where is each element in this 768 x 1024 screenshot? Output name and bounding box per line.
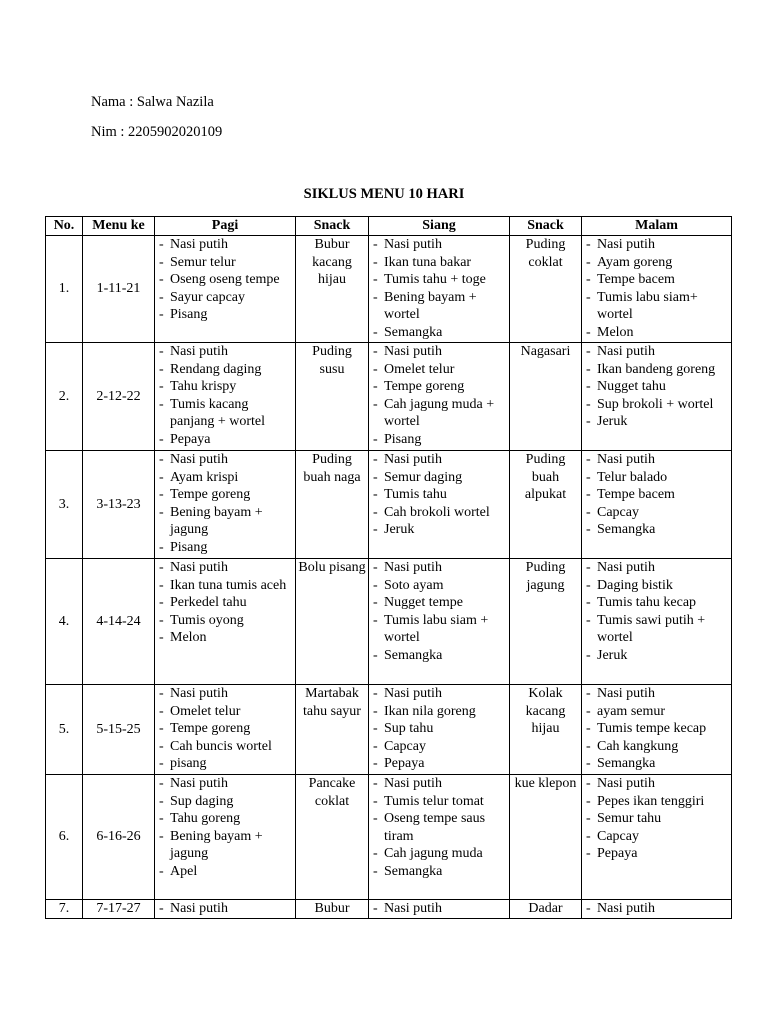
pagi-list bbox=[155, 236, 295, 324]
menu-item: - Ikan tuna bakar bbox=[373, 254, 507, 272]
menu-item: - Ayam goreng bbox=[586, 254, 729, 272]
row-number: 3. bbox=[46, 451, 83, 559]
menu-item: - Jeruk bbox=[586, 647, 729, 665]
menu-item: - Nasi putih bbox=[159, 451, 293, 469]
menu-item: - Nasi putih bbox=[586, 343, 729, 361]
menu-item: - Ikan bandeng goreng bbox=[586, 361, 729, 379]
menu-item: - Tumis tempe kecap bbox=[586, 720, 729, 738]
snack-afternoon: Puding buah alpukat bbox=[510, 451, 582, 559]
menu-item: - Ikan tuna tumis aceh bbox=[159, 577, 293, 595]
menu-item: - Tumis telur tomat bbox=[373, 793, 507, 811]
menu-item: - Tumis kacang panjang + wortel bbox=[159, 396, 293, 431]
malam-cell bbox=[582, 775, 732, 900]
menu-item: - Capcay bbox=[586, 828, 729, 846]
pagi-list bbox=[155, 559, 295, 647]
col-header-snack-1: Snack bbox=[296, 217, 369, 236]
pagi-cell bbox=[155, 775, 296, 900]
malam-list bbox=[582, 451, 731, 539]
menu-item: - Soto ayam bbox=[373, 577, 507, 595]
snack-afternoon: Kolak kacang hijau bbox=[510, 685, 582, 775]
menu-item: - Nasi putih bbox=[586, 775, 729, 793]
menu-item: - Nasi putih bbox=[373, 343, 507, 361]
pagi-list bbox=[155, 900, 295, 918]
col-header-siang: Siang bbox=[369, 217, 510, 236]
menu-day: 4-14-24 bbox=[83, 559, 155, 685]
menu-item: - Melon bbox=[159, 629, 293, 647]
menu-item: - Nasi putih bbox=[586, 900, 729, 918]
pagi-cell bbox=[155, 236, 296, 343]
pagi-cell bbox=[155, 685, 296, 775]
menu-item: - Bening bayam + jagung bbox=[159, 504, 293, 539]
menu-item: - Oseng tempe saus tiram bbox=[373, 810, 507, 845]
student-nim: Nim : 2205902020109 bbox=[91, 124, 223, 140]
siang-list bbox=[369, 451, 509, 539]
menu-item: - Tempe bacem bbox=[586, 486, 729, 504]
snack-morning: Bolu pisang bbox=[296, 559, 369, 685]
siang-cell bbox=[369, 900, 510, 919]
malam-cell bbox=[582, 236, 732, 343]
pagi-list bbox=[155, 451, 295, 557]
menu-item: - Nasi putih bbox=[373, 775, 507, 793]
table-row bbox=[46, 685, 732, 775]
menu-item: - Tahu goreng bbox=[159, 810, 293, 828]
menu-item: - Apel bbox=[159, 863, 293, 881]
pagi-cell bbox=[155, 559, 296, 685]
menu-item: - Sayur capcay bbox=[159, 289, 293, 307]
menu-item: - Nasi putih bbox=[586, 451, 729, 469]
malam-list bbox=[582, 775, 731, 863]
siang-list bbox=[369, 559, 509, 665]
menu-day: 3-13-23 bbox=[83, 451, 155, 559]
siang-list bbox=[369, 236, 509, 342]
siang-list bbox=[369, 343, 509, 449]
col-header-no: No. bbox=[46, 217, 83, 236]
menu-item: - Pepaya bbox=[159, 431, 293, 449]
document-title: SIKLUS MENU 10 HARI bbox=[303, 186, 465, 202]
menu-item: - Cah kangkung bbox=[586, 738, 729, 756]
snack-morning: Bubur kacang hijau bbox=[296, 236, 369, 343]
pagi-list bbox=[155, 343, 295, 449]
menu-item: - Ikan nila goreng bbox=[373, 703, 507, 721]
menu-item: - Nasi putih bbox=[159, 900, 293, 918]
pagi-cell bbox=[155, 900, 296, 919]
menu-item: - Cah buncis wortel bbox=[159, 738, 293, 756]
siang-list bbox=[369, 775, 509, 881]
menu-item: - Tumis labu siam+ wortel bbox=[586, 289, 729, 324]
row-number: 6. bbox=[46, 775, 83, 900]
row-number: 5. bbox=[46, 685, 83, 775]
menu-item: - Nasi putih bbox=[586, 236, 729, 254]
menu-item: - Tahu krispy bbox=[159, 378, 293, 396]
table-row bbox=[46, 343, 732, 451]
menu-item: - Jeruk bbox=[586, 413, 729, 431]
malam-list bbox=[582, 343, 731, 431]
table-header-row bbox=[46, 217, 732, 236]
menu-item: - Jeruk bbox=[373, 521, 507, 539]
menu-item: - Bening bayam + wortel bbox=[373, 289, 507, 324]
menu-item: - Pisang bbox=[159, 539, 293, 557]
siang-list bbox=[369, 685, 509, 773]
menu-item: - Sup tahu bbox=[373, 720, 507, 738]
menu-item: - Telur balado bbox=[586, 469, 729, 487]
row-number: 7. bbox=[46, 900, 83, 919]
menu-item: - Tempe goreng bbox=[373, 378, 507, 396]
menu-item: - Semangka bbox=[373, 324, 507, 342]
snack-morning: Martabak tahu sayur bbox=[296, 685, 369, 775]
menu-item: - Ayam krispi bbox=[159, 469, 293, 487]
menu-cycle-table bbox=[45, 216, 732, 919]
menu-item: - Sup daging bbox=[159, 793, 293, 811]
menu-item: - Nasi putih bbox=[373, 451, 507, 469]
row-number: 2. bbox=[46, 343, 83, 451]
menu-item: - Nasi putih bbox=[159, 236, 293, 254]
menu-item: - Nasi putih bbox=[373, 685, 507, 703]
menu-item: - Cah brokoli wortel bbox=[373, 504, 507, 522]
col-header-pagi: Pagi bbox=[155, 217, 296, 236]
menu-item: - Melon bbox=[586, 324, 729, 342]
col-header-menu-ke: Menu ke bbox=[83, 217, 155, 236]
snack-morning: Puding buah naga bbox=[296, 451, 369, 559]
menu-item: - Tumis oyong bbox=[159, 612, 293, 630]
menu-item: - Nasi putih bbox=[373, 559, 507, 577]
siang-cell bbox=[369, 559, 510, 685]
malam-list bbox=[582, 685, 731, 773]
snack-afternoon: Puding jagung bbox=[510, 559, 582, 685]
snack-afternoon: Puding coklat bbox=[510, 236, 582, 343]
menu-item: - Semur tahu bbox=[586, 810, 729, 828]
row-number: 1. bbox=[46, 236, 83, 343]
menu-item: - Perkedel tahu bbox=[159, 594, 293, 612]
malam-list bbox=[582, 559, 731, 665]
menu-item: - Pisang bbox=[373, 431, 507, 449]
table-row bbox=[46, 236, 732, 343]
menu-day: 1-11-21 bbox=[83, 236, 155, 343]
menu-item: - Nasi putih bbox=[159, 775, 293, 793]
pagi-list bbox=[155, 775, 295, 881]
menu-item: - Bening bayam + jagung bbox=[159, 828, 293, 863]
menu-item: - Capcay bbox=[586, 504, 729, 522]
malam-list bbox=[582, 236, 731, 342]
table-row bbox=[46, 559, 732, 685]
siang-cell bbox=[369, 685, 510, 775]
pagi-cell bbox=[155, 451, 296, 559]
menu-day: 6-16-26 bbox=[83, 775, 155, 900]
menu-item: - Nasi putih bbox=[159, 559, 293, 577]
menu-item: - Omelet telur bbox=[373, 361, 507, 379]
snack-morning: Puding susu bbox=[296, 343, 369, 451]
menu-item: - Tumis labu siam + wortel bbox=[373, 612, 507, 647]
menu-item: - ayam semur bbox=[586, 703, 729, 721]
menu-item: - Daging bistik bbox=[586, 577, 729, 595]
menu-item: - Sup brokoli + wortel bbox=[586, 396, 729, 414]
snack-morning: Bubur bbox=[296, 900, 369, 919]
menu-item: - Nasi putih bbox=[373, 236, 507, 254]
menu-day: 2-12-22 bbox=[83, 343, 155, 451]
menu-item: - Omelet telur bbox=[159, 703, 293, 721]
menu-item: - Capcay bbox=[373, 738, 507, 756]
menu-item: - Pepaya bbox=[373, 755, 507, 773]
snack-afternoon: Dadar bbox=[510, 900, 582, 919]
menu-item: - Nasi putih bbox=[373, 900, 507, 918]
menu-item: - Tempe goreng bbox=[159, 720, 293, 738]
table-row bbox=[46, 900, 732, 919]
table-body bbox=[46, 236, 732, 919]
snack-afternoon: kue klepon bbox=[510, 775, 582, 900]
malam-cell bbox=[582, 900, 732, 919]
menu-item: - Semangka bbox=[373, 647, 507, 665]
menu-day: 5-15-25 bbox=[83, 685, 155, 775]
table-row bbox=[46, 451, 732, 559]
menu-item: - Tumis sawi putih + wortel bbox=[586, 612, 729, 647]
pagi-cell bbox=[155, 343, 296, 451]
siang-cell bbox=[369, 236, 510, 343]
menu-item: - Rendang daging bbox=[159, 361, 293, 379]
siang-list bbox=[369, 900, 509, 918]
menu-item: - Nasi putih bbox=[159, 685, 293, 703]
menu-item: - Semangka bbox=[586, 521, 729, 539]
menu-item: - Semur daging bbox=[373, 469, 507, 487]
siang-cell bbox=[369, 775, 510, 900]
malam-list bbox=[582, 900, 731, 918]
menu-item: - Nasi putih bbox=[586, 559, 729, 577]
menu-item: - Tumis tahu + toge bbox=[373, 271, 507, 289]
student-name: Nama : Salwa Nazila bbox=[91, 94, 214, 110]
menu-item: - Tumis tahu kecap bbox=[586, 594, 729, 612]
malam-cell bbox=[582, 559, 732, 685]
menu-item: - Nasi putih bbox=[159, 343, 293, 361]
menu-item: - Cah jagung muda bbox=[373, 845, 507, 863]
snack-morning: Pancake coklat bbox=[296, 775, 369, 900]
menu-item: - pisang bbox=[159, 755, 293, 773]
menu-item: - Semangka bbox=[586, 755, 729, 773]
siang-cell bbox=[369, 343, 510, 451]
snack-afternoon: Nagasari bbox=[510, 343, 582, 451]
menu-item: - Pepes ikan tenggiri bbox=[586, 793, 729, 811]
menu-item: - Tumis tahu bbox=[373, 486, 507, 504]
malam-cell bbox=[582, 343, 732, 451]
menu-item: - Cah jagung muda + wortel bbox=[373, 396, 507, 431]
malam-cell bbox=[582, 451, 732, 559]
pagi-list bbox=[155, 685, 295, 773]
malam-cell bbox=[582, 685, 732, 775]
menu-item: - Oseng oseng tempe bbox=[159, 271, 293, 289]
siang-cell bbox=[369, 451, 510, 559]
menu-item: - Semur telur bbox=[159, 254, 293, 272]
menu-item: - Nasi putih bbox=[586, 685, 729, 703]
menu-item: - Tempe goreng bbox=[159, 486, 293, 504]
col-header-snack-2: Snack bbox=[510, 217, 582, 236]
menu-item: - Semangka bbox=[373, 863, 507, 881]
menu-day: 7-17-27 bbox=[83, 900, 155, 919]
menu-item: - Nugget tahu bbox=[586, 378, 729, 396]
menu-item: - Tempe bacem bbox=[586, 271, 729, 289]
col-header-malam: Malam bbox=[582, 217, 732, 236]
row-number: 4. bbox=[46, 559, 83, 685]
menu-item: - Pisang bbox=[159, 306, 293, 324]
table-row bbox=[46, 775, 732, 900]
menu-item: - Pepaya bbox=[586, 845, 729, 863]
menu-item: - Nugget tempe bbox=[373, 594, 507, 612]
